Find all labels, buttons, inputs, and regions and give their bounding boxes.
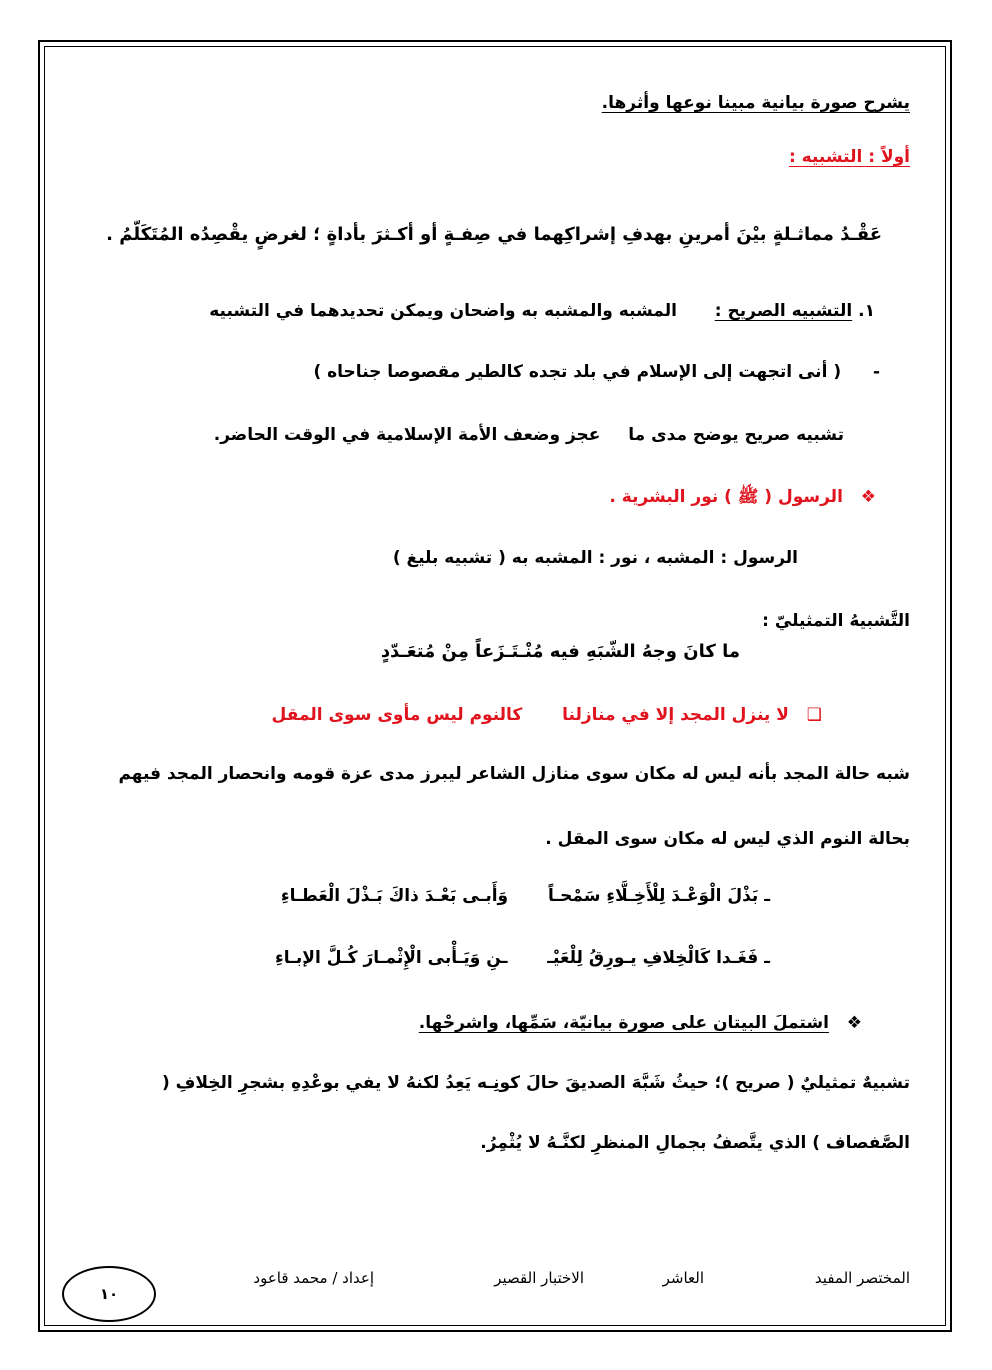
poem-line-1-second: وَأَبـى بَعْـدَ ذاكَ بَـذْلَ الْعَطـاءِ [280, 886, 509, 906]
explicit-simile-label: التشبيه الصريح : [714, 301, 853, 321]
analysis-2: الرسول : المشبه ، نور : المشبه به ( تشبيه بليغ ) [392, 548, 798, 568]
page-number [62, 1266, 156, 1322]
section-title-tashbih: أولاً : التشبيه : [788, 147, 910, 167]
diamond-bullet-icon: ❖ [846, 1013, 862, 1033]
explanation-1-part2: عجز وضعف الأمة الإسلامية في الوقت الحاضر. [213, 425, 601, 445]
verse-1-first: لا ينزل المجد إلا في منازلنا [562, 705, 789, 725]
verse-1-second: كالنوم ليس مأوى سوى المقل [271, 705, 523, 725]
dash-bullet: - [872, 362, 880, 382]
poem-line-1 [281, 886, 770, 906]
page-heading: يشرح صورة بيانية مبينا نوعها وأثرها. [601, 93, 910, 113]
diamond-bullet-icon: ❖ [860, 487, 876, 507]
footer-exam: الاختبار القصير [494, 1269, 584, 1287]
poem-line-2-first: ـ فَغَـدا كَالْخِلافِ يـورِقُ لِلْعَيْـ [547, 948, 770, 968]
question-text: اشتملَ البيتان على صورة بيانيّة، سَمِّها، واشرحْها. [418, 1013, 829, 1033]
tamthili-title: التَّشبيهُ التمثيليّ : [762, 611, 910, 631]
answer-line-2: الصَّفصاف ) الذي يتَّصفُ بجمالِ المنظرِ لكنَّـهُ لا يُثْمِرُ. [480, 1133, 910, 1153]
example-1 [313, 362, 880, 382]
poem-line-2-second: ـنِ وَيَـأْبى الْإِثْمـارَ كُـلَّ الإبـاءِ [275, 948, 508, 968]
explicit-simile-line [209, 301, 875, 321]
page-number-text: ١٠ [99, 1285, 119, 1303]
explanation-1-part1: تشبيه صريح يوضح مدى ما [628, 425, 844, 445]
example-1-text: ( أنى اتجهت إلى الإسلام في بلد تجده كالطير مقصوصا جناحاه ) [313, 362, 842, 382]
poem-line-1-first: ـ بَذْلَ الْوَعْـدَ لِلْأَخِـلَّاءِ سَمْحـاً [547, 886, 770, 906]
explanation-2-line-2: بحالة النوم الذي ليس له مكان سوى المقل . [545, 829, 910, 849]
verse-1 [272, 705, 822, 725]
footer-book: المختصر المفيد [814, 1269, 910, 1287]
definition-text: عَقْـدُ مماثـلةٍ بيْنَ أمرينِ بهدفِ إشراكِهما في صِفـةٍ أو أكـثرَ بأداةٍ ؛ لغرضٍ يقْصِدُه المُتَكَلّمُ . [106, 224, 882, 245]
explicit-simile-desc: المشبه والمشبه به واضحان ويمكن تحديدهما في التشبيه [209, 301, 677, 321]
footer-grade: العاشر [662, 1269, 704, 1287]
question [419, 1013, 862, 1033]
square-bullet-icon: ❑ [806, 705, 822, 725]
footer-author: إعداد / محمد قاعود [253, 1269, 374, 1287]
tamthili-definition: ما كانَ وجهُ الشّبَهِ فيه مُنْـتَـزَعاً مِنْ مُتعَـدّدٍ [380, 641, 740, 662]
answer-line-1: تشبيهٌ تمثيليٌ ( صريح )؛ حيثُ شَبَّهَ الصديقَ حالَ كونِـه يَعِدُ لكنهُ لا يفي بوعْدِهِ بشجرِ الخِلافِ ( [161, 1073, 910, 1093]
example-2 [609, 487, 876, 507]
poem-line-2 [275, 948, 770, 968]
list-number: ١. [858, 301, 875, 321]
explanation-1 [214, 425, 844, 445]
example-2-text: الرسول ( ﷺ ) نور البشرية . [609, 487, 843, 507]
explanation-2-line-1: شبه حالة المجد بأنه ليس له مكان سوى منازل الشاعر ليبرز مدى عزة قومه وانحصار المجد فيهم [118, 764, 910, 784]
